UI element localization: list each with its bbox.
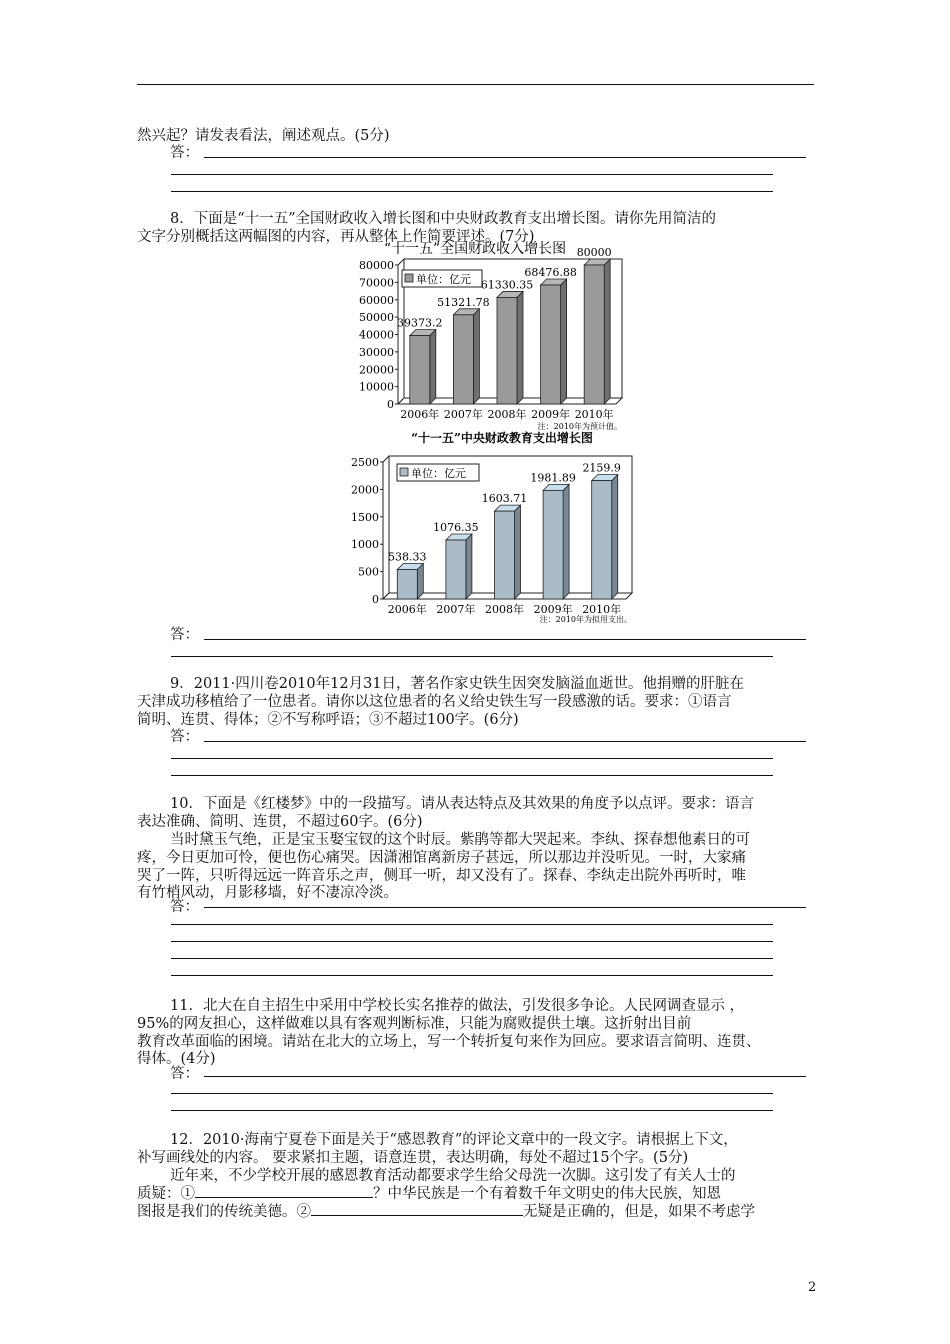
bar-value-label: 80000 <box>576 246 612 259</box>
bar-side <box>563 484 569 599</box>
y-tick-label: 1500 <box>351 510 379 524</box>
chart-wall-edge <box>383 456 389 462</box>
bar <box>497 297 517 404</box>
page-number: 2 <box>808 1280 817 1295</box>
y-tick-label: 60000 <box>359 293 394 307</box>
answer-label: 答： <box>170 1066 199 1082</box>
y-tick-label: 50000 <box>359 311 394 325</box>
q8-line1: 8．下面是“十一五”全国财政收入增长图和中央财政教育支出增长图。请你先用简洁的 <box>170 211 717 227</box>
answer-label: 答： <box>170 145 199 161</box>
q11-line4: 得体。(4分) <box>137 1051 216 1067</box>
bar-side <box>561 279 567 404</box>
bar-value-label: 61330.35 <box>480 278 534 292</box>
y-tick-label: 1000 <box>351 538 379 552</box>
x-tick-label: 2006年 <box>387 603 427 616</box>
bar-side <box>612 475 618 599</box>
x-tick-label: 2006年 <box>400 408 440 421</box>
x-tick-label: 2007年 <box>443 408 483 421</box>
q12-line2: 补写画线处的内容。 要求紧扣主题，语意连贯，表达明确，每处不超过15个字。(5分) <box>137 1150 689 1166</box>
x-tick-label: 2009年 <box>531 408 571 421</box>
answer-label: 答： <box>170 729 199 745</box>
q10-passage-line4: 有竹梢风动，月影移墙，好不凄凉冷淡。 <box>137 885 398 901</box>
x-tick-label: 2008年 <box>485 603 524 616</box>
answer-line[interactable] <box>171 1110 773 1111</box>
bar <box>453 315 473 404</box>
y-tick-label: 30000 <box>359 345 394 359</box>
x-tick-label: 2010年 <box>574 408 614 421</box>
q12-passage-text: 无疑是正确的，但是，如果不考虑学 <box>523 1204 755 1220</box>
q9-line2: 天津成功移植给了一位患者。请你以这位患者的名义给史铁生写一段感激的话。要求：①语言 <box>137 694 732 710</box>
bar-value-label: 51321.78 <box>437 295 490 309</box>
bar <box>543 490 563 599</box>
answer-line[interactable] <box>171 191 773 192</box>
bar-value-label: 1981.89 <box>530 471 576 485</box>
answer-line[interactable] <box>171 1093 773 1094</box>
bar-side <box>430 330 436 404</box>
revenue-bar-chart <box>340 238 640 433</box>
answer-line[interactable] <box>171 941 773 942</box>
x-tick-label: 2008年 <box>487 408 527 421</box>
bar <box>584 265 604 404</box>
x-tick-label: 2009年 <box>533 603 573 616</box>
answer-line[interactable] <box>171 975 773 976</box>
fill-blank-1[interactable] <box>195 1197 373 1198</box>
chart-note: 注：2010年为预计值。 <box>537 422 622 431</box>
bar-value-label: 1076.35 <box>433 521 479 535</box>
bar-value-label: 68476.88 <box>524 266 577 280</box>
answer-line[interactable] <box>204 157 806 158</box>
bar-value-label: 39373.2 <box>397 316 443 330</box>
q10-line1: 10．下面是《红楼梦》中的一段描写。请从表达特点及其效果的角度予以点评。要求：语言 <box>170 796 754 812</box>
bar <box>541 285 561 404</box>
bar <box>592 481 612 599</box>
q12-passage-line3 <box>137 1200 755 1221</box>
answer-line[interactable] <box>171 174 773 175</box>
q12-passage-text: 图报是我们的传统美德。② <box>137 1204 311 1220</box>
x-tick-label: 2010年 <box>582 603 622 616</box>
y-tick-label: 20000 <box>359 363 394 377</box>
bar-side <box>604 259 610 404</box>
y-tick-label: 2500 <box>351 456 379 469</box>
y-tick-label: 0 <box>387 398 394 411</box>
answer-line[interactable] <box>204 1076 806 1077</box>
bar-value-label: 1603.71 <box>481 492 528 506</box>
question-continuation: 然兴起？请发表看法，阐述观点。(5分) <box>137 128 390 144</box>
bar-value-label: 2159.9 <box>582 461 621 475</box>
y-tick-label: 40000 <box>359 328 394 342</box>
q10-passage-line2: 疼，今日更加可怜，便也伤心痛哭。因潇湘馆离新房子甚远，所以那边并没听见。一时，大家痛 <box>137 850 746 866</box>
answer-line[interactable] <box>171 758 773 759</box>
answer-label: 答： <box>170 627 199 643</box>
y-tick-label: 70000 <box>359 276 394 290</box>
chart-title: “十一五”中央财政教育支出增长图 <box>411 431 593 445</box>
q12-line1: 12．2010·海南宁夏卷下面是关于“感恩教育”的评论文章中的一段文字。请根据上下文， <box>170 1132 738 1148</box>
fill-blank-2[interactable] <box>311 1215 523 1216</box>
q8-line2: 文字分别概括这两幅图的内容，再从整体上作简要评述。(7分) <box>137 229 535 245</box>
answer-label: 答： <box>170 899 199 915</box>
q12-passage-text: ？中华民族是一个有着数千年文明史的伟大民族，知恩 <box>373 1186 721 1202</box>
legend-label: 单位：亿元 <box>411 467 466 480</box>
bar-side <box>473 309 479 404</box>
y-tick-label: 80000 <box>359 259 394 272</box>
bar-value-label: 538.33 <box>388 550 427 564</box>
answer-line[interactable] <box>204 907 806 908</box>
q12-passage-line1: 近年来，不少学校开展的感恩教育活动都要求学生给父母洗一次脚。这引发了有关人士的 <box>170 1168 736 1184</box>
answer-line[interactable] <box>171 775 773 776</box>
q11-line2: 95%的网友担心，这样做难以具有客观判断标准，只能为腐败提供土壤。这折射出目前 <box>137 1016 692 1032</box>
x-tick-label: 2007年 <box>436 603 476 616</box>
bar-side <box>466 534 472 599</box>
answer-line[interactable] <box>171 958 773 959</box>
chart-note: 注：2010年为拟用支出。 <box>539 615 632 624</box>
education-bar-chart <box>340 428 650 628</box>
y-tick-label: 0 <box>372 593 379 606</box>
bar <box>495 511 515 599</box>
answer-line[interactable] <box>171 656 773 657</box>
legend-swatch <box>405 274 413 282</box>
q11-line3: 教育改革面临的困境。请站在北大的立场上，写一个转折复句来作为回应。要求语言简明、连贯、 <box>137 1034 761 1050</box>
q10-line2: 表达准确、简明、连贯，不超过60字。(6分) <box>137 814 423 830</box>
answer-line[interactable] <box>204 639 806 640</box>
answer-line[interactable] <box>171 924 773 925</box>
bar <box>410 336 430 404</box>
y-tick-label: 10000 <box>359 380 394 394</box>
answer-line[interactable] <box>204 741 806 742</box>
chart-wall-edge <box>398 259 404 265</box>
q11-line1: 11．北大在自主招生中采用中学校长实名推荐的做法，引发很多争论。人民网调查显示 ， <box>170 998 745 1014</box>
q9-line3: 简明、连贯、得体；②不写称呼语；③不超过100字。(6分) <box>137 712 519 728</box>
y-tick-label: 2000 <box>351 483 379 497</box>
bar-side <box>515 505 521 599</box>
legend-swatch <box>400 468 408 476</box>
q12-passage-text: 质疑：① <box>137 1186 195 1202</box>
bar <box>397 569 417 599</box>
header-rule <box>137 84 814 85</box>
bar <box>446 540 466 599</box>
y-tick-label: 500 <box>358 565 379 579</box>
chart-title: “十一五”全国财政收入增长图 <box>383 241 567 257</box>
q10-passage-line3: 哭了一阵，只听得远远一阵音乐之声，侧耳一听，却又没有了。探春、李纨走出院外再听时，唯 <box>137 868 746 884</box>
q9-line1: 9．2011·四川卷2010年12月31日，著名作家史铁生因突发脑溢血逝世。他捐赠的肝脏在 <box>170 676 745 692</box>
bar-side <box>517 291 523 404</box>
legend-label: 单位：亿元 <box>416 273 471 286</box>
q10-passage-line1: 当时黛玉气绝，正是宝玉娶宝钗的这个时辰。紫鹃等都大哭起来。李纨、探春想他素日的可 <box>170 832 750 848</box>
